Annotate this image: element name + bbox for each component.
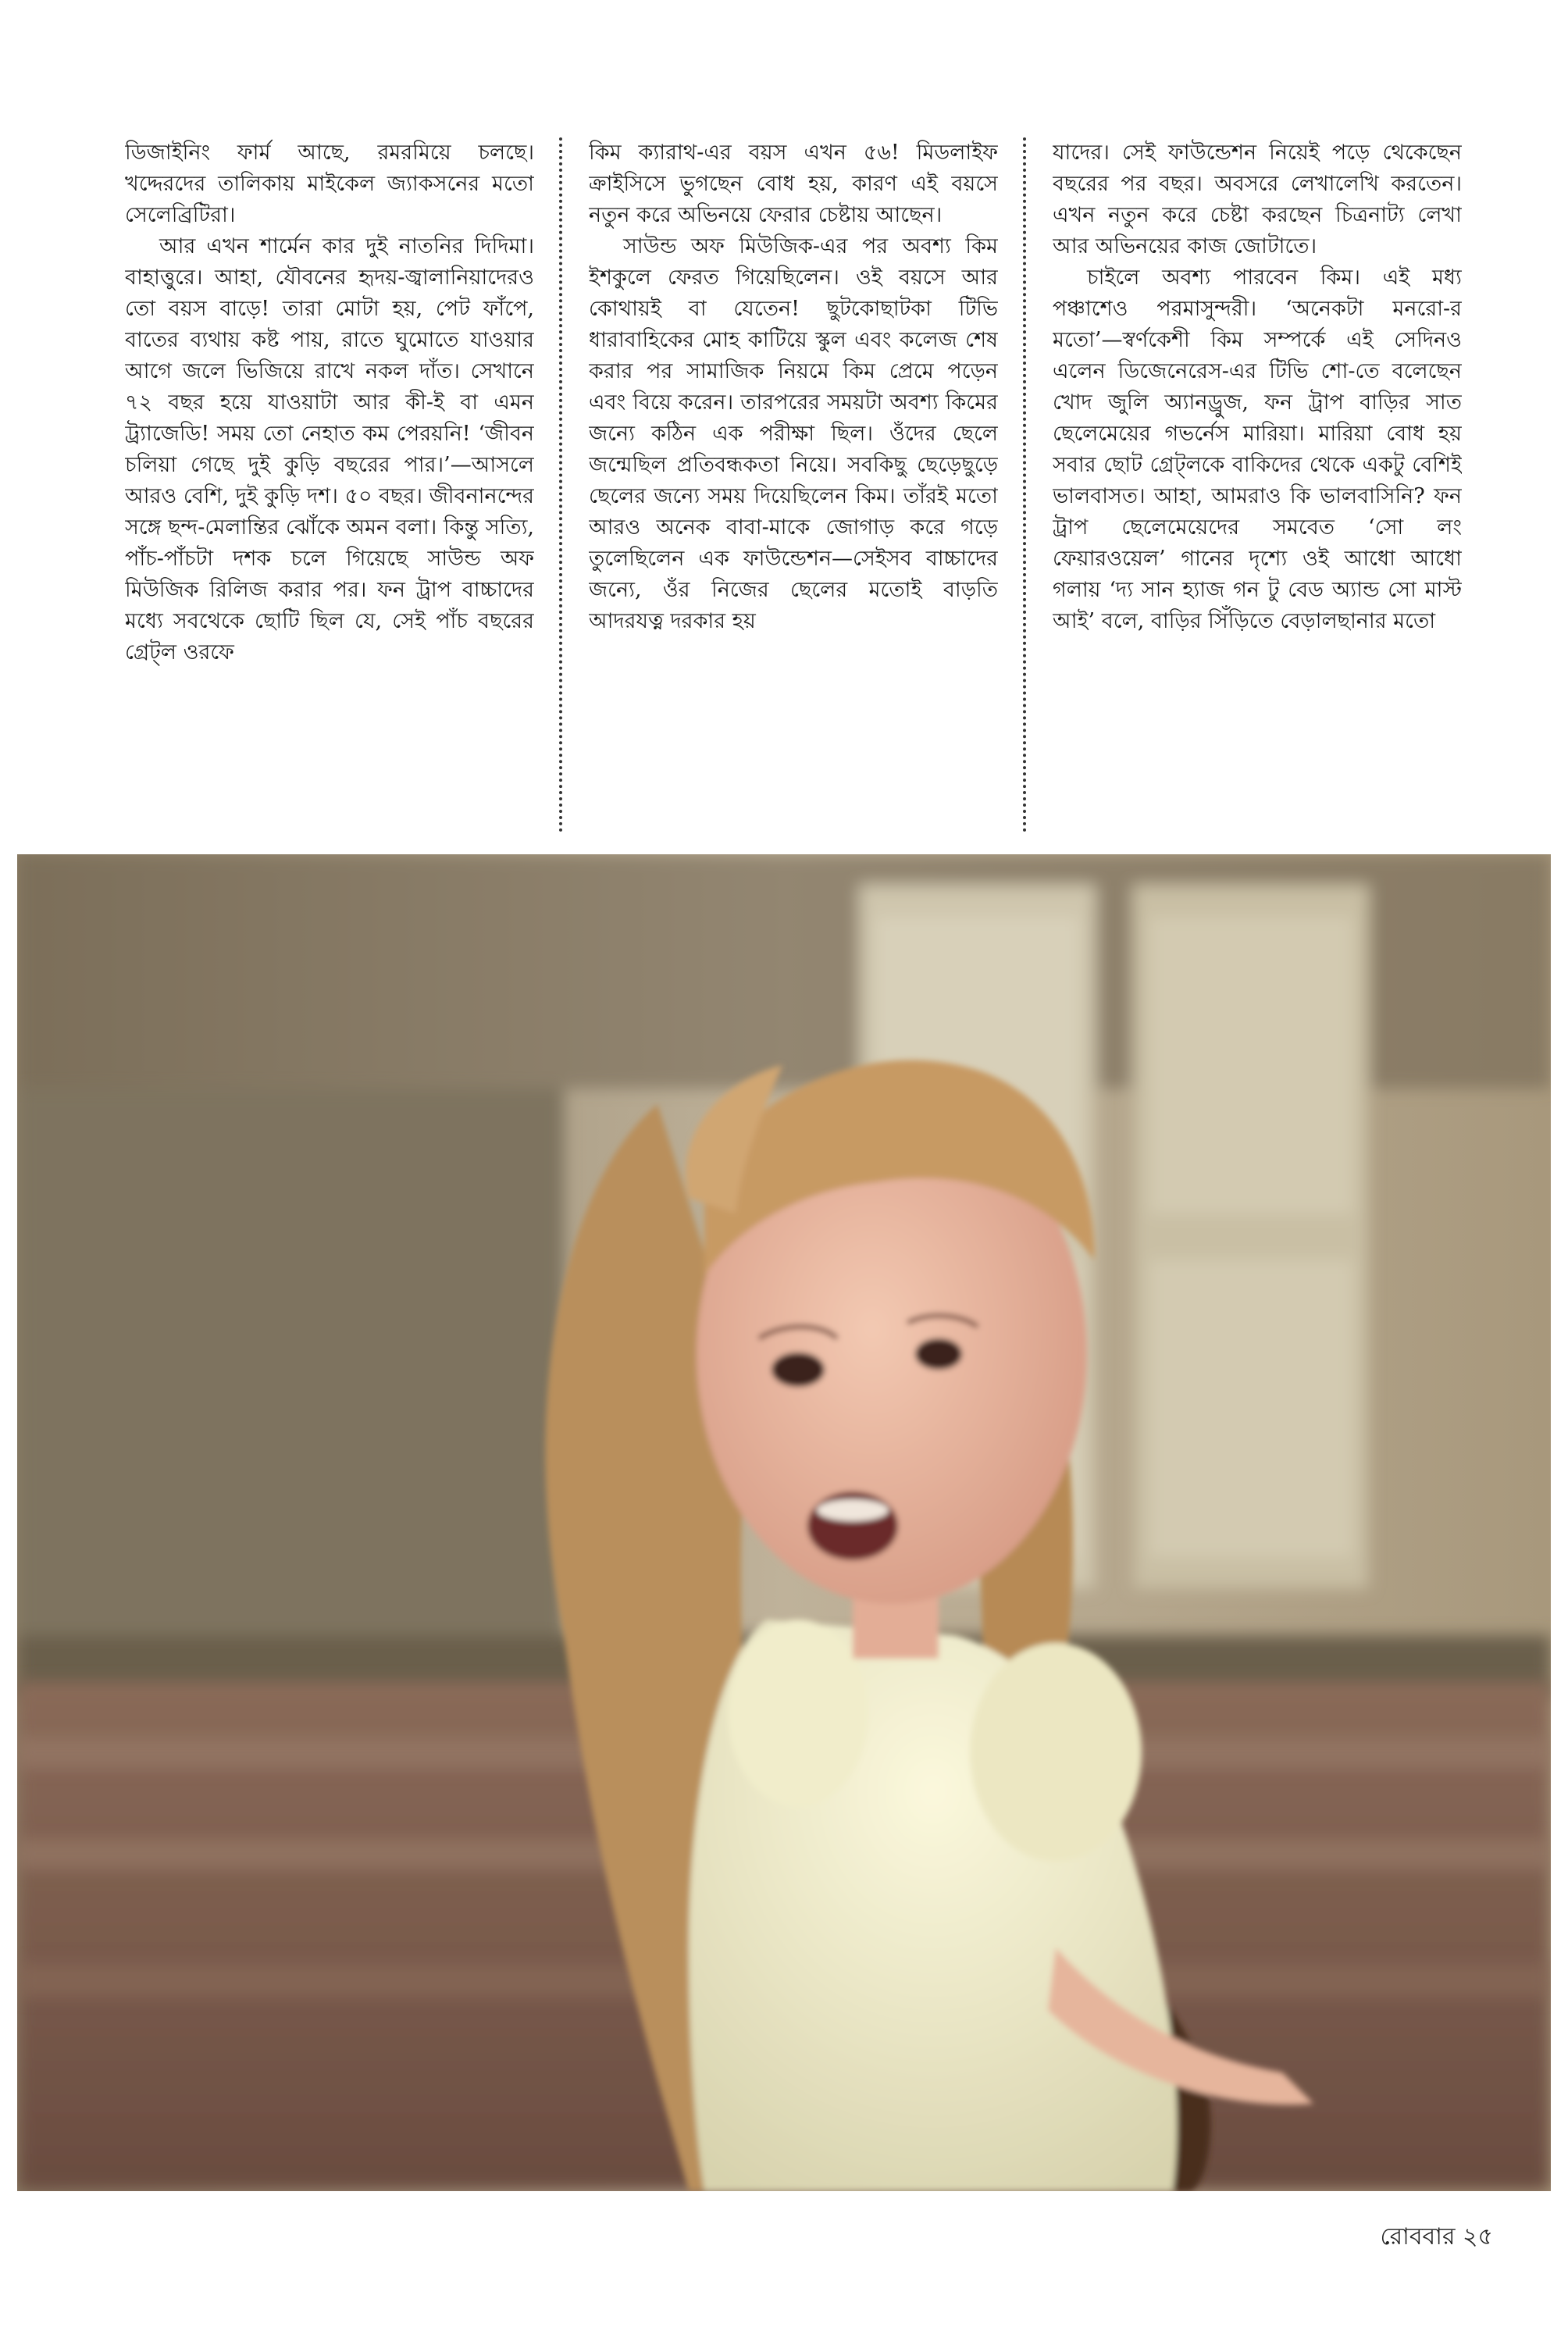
article-body <box>125 137 1462 832</box>
photo-illustration <box>17 854 1551 2191</box>
paragraph: সাউন্ড অফ মিউজিক-এর পর অবশ্য কিম ইশকুলে ফেরত গিয়েছিলেন। ওই বয়সে আর কোথায়ই বা যেতেন! ছুটকোছাটকা টিভি ধারাবাহিকের মোহ কাটিয়ে স্কুল এবং কলেজ শেষ করার পর সামাজিক নিয়মে কিম প্রেমে পড়েন এবং বিয়ে করেন। তারপরের সময়টা অবশ্য কিমের জন্যে কঠিন এক পরীক্ষা ছিল। ওঁদের ছেলে জন্মেছিল প্রতিবন্ধকতা নিয়ে। সবকিছু ছেড়েছুড়ে ছেলের জন্যে সময় দিয়েছিলেন কিম। তাঁরই মতো আরও অনেক বাবা-মাকে জোগাড় করে গড়ে তুলেছিলেন এক ফাউন্ডেশন—সেইসব বাচ্চাদের জন্যে, ওঁর নিজের ছেলের মতোই বাড়তি আদরযত্ন দরকার হয় <box>589 234 998 633</box>
paragraph: যাদের। সেই ফাউন্ডেশন নিয়েই পড়ে থেকেছেন বছরের পর বছর। অবসরে লেখালেখি করতেন। এখন নতুন করে চেষ্টা করছেন চিত্রনাট্য লেখা আর অভিনয়ের কাজ জোটাতে। <box>1053 141 1462 258</box>
page-number: ২৫ <box>1463 2223 1493 2250</box>
article-column-2 <box>589 137 998 832</box>
paragraph: আর এখন শার্মেন কার দুই নাতনির দিদিমা। বাহাত্তুরে। আহা, যৌবনের হৃদয়-জ্বালানিয়াদেরও তো বয়স বাড়ে! তারা মোটা হয়, পেট ফাঁপে, বাতের ব্যথায় কষ্ট পায়, রাতে ঘুমোতে যাওয়ার আগে জলে ভিজিয়ে রাখে নকল দাঁত। সেখানে ৭২ বছর হয়ে যাওয়াটা আর কী-ই বা এমন ট্র্যাজেডি! সময় তো নেহাত কম পেরয়নি! ‘জীবন চলিয়া গেছে দুই কুড়ি বছরের পার।’—আসলে আরও বেশি, দুই কুড়ি দশ। ৫০ বছর। জীবনানন্দের সঙ্গে ছন্দ-মেলান্তির ঝোঁকে অমন বলা। কিন্তু সত্যি, পাঁচ-পাঁচটা দশক চলে গিয়েছে সাউন্ড অফ মিউজিক রিলিজ করার পর। ফন ট্রাপ বাচ্চাদের মধ্যে সবথেকে ছোটি ছিল যে, সেই পাঁচ বছরের গ্রেট্‌ল ওরফে <box>125 234 534 665</box>
article-photo <box>17 854 1551 2191</box>
paragraph: ডিজাইনিং ফার্ম আছে, রমরমিয়ে চলছে। খদ্দেরদের তালিকায় মাইকেল জ্যাকসনের মতো সেলেব্রিটিরা। <box>125 141 534 227</box>
page-footer <box>1273 2218 1493 2258</box>
column-divider <box>1023 137 1026 832</box>
column-divider <box>559 137 562 832</box>
paragraph: চাইলে অবশ্য পারবেন কিম। এই মধ্য পঞ্চাশেও পরমাসুন্দরী। ‘অনেকটা মনরো-র মতো’—স্বর্ণকেশী কিম সম্পর্কে এই সেদিনও এলেন ডিজেনেরেস-এর টিভি শো-তে বলেছেন খোদ জুলি অ্যানড্রুজ, ফন ট্রাপ বাড়ির সাত ছেলেমেয়ের গভর্নেস মারিয়া। মারিয়া বোধ হয় সবার ছোট গ্রেট্‌লকে বাকিদের থেকে একটু বেশিই ভালবাসত। আহা, আমরাও কি ভালবাসিনি? ফন ট্রাপ ছেলেমেয়েদের সমবেত ‘সো লং ফেয়ারওয়েল’ গানের দৃশ্যে ওই আধো আধো গলায় ‘দ্য সান হ্যাজ গন টু বেড অ্যান্ড সো মাস্ট আই’ বলে, বাড়ির সিঁড়িতে বেড়ালছানার মতো <box>1053 265 1462 633</box>
paragraph: কিম ক্যারাথ-এর বয়স এখন ৫৬! মিডলাইফ ক্রাইসিসে ভুগছেন বোধ হয়, কারণ এই বয়সে নতুন করে অভিনয়ে ফেরার চেষ্টায় আছেন। <box>589 141 998 227</box>
magazine-name: রোববার <box>1380 2223 1456 2250</box>
article-column-1 <box>125 137 534 832</box>
article-column-3 <box>1053 137 1462 832</box>
